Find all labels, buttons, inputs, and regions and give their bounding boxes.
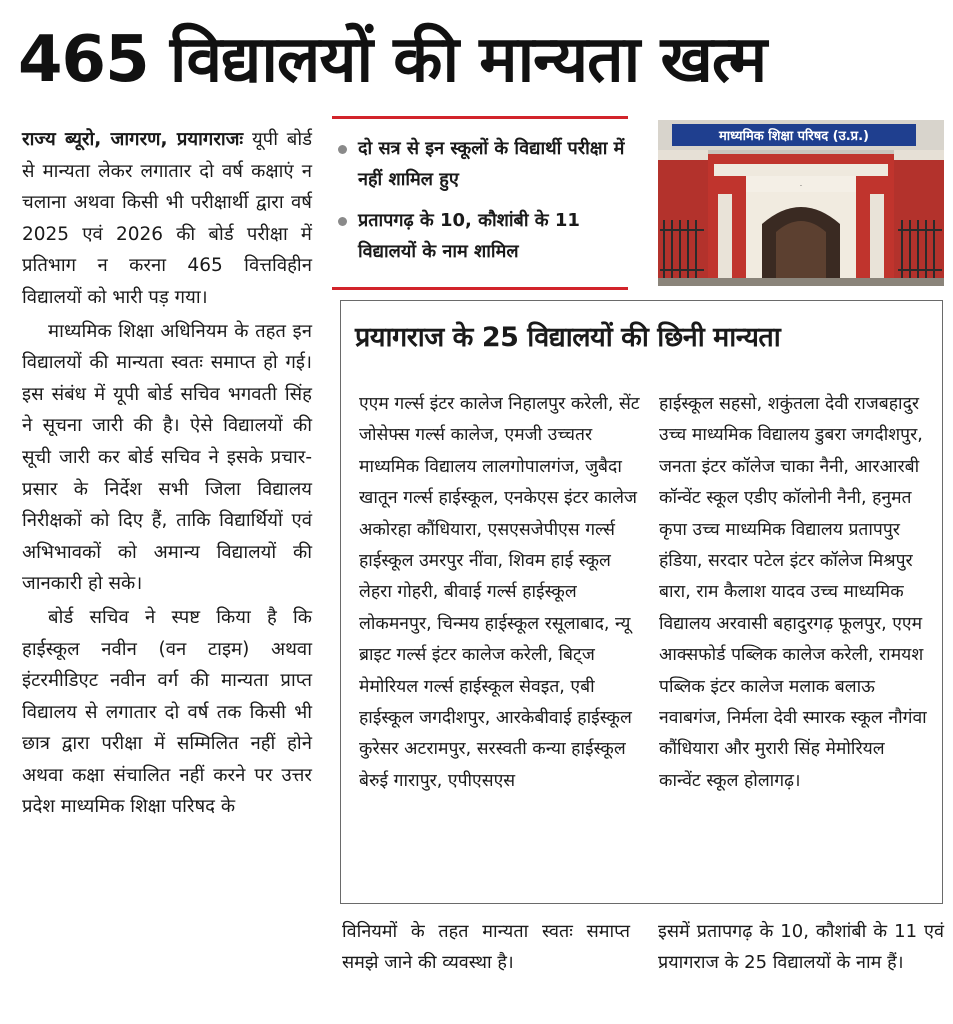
bottom-middle-text: विनियमों के तहत मान्यता स्वतः समाप्त समझे जाने की व्यवस्था है। <box>342 921 630 973</box>
bullet-dot-icon <box>338 217 347 226</box>
box-title: प्रयागराज के 25 विद्यालयों की छिनी मान्यता <box>355 322 781 353</box>
highlights-box <box>332 116 628 290</box>
highlight-item <box>332 133 628 195</box>
article-para-3: बोर्ड सचिव ने स्पष्ट किया है कि हाईस्कूल नवीन (वन टाइम) अथवा इंटरमीडिएट नवीन वर्ग की मान्यता प्राप्त विद्यालय से लगातार दो वर्ष तक किसी भी छात्र द्वारा परीक्षा में सम्मिलित नहीं होने अथवा कक्षा संचालित नहीं करने पर उत्तर प्रदेश माध्यमिक शिक्षा परिषद के <box>22 606 312 818</box>
box-column-2: हाईस्कूल सहसो, शकुंतला देवी राजबहादुर उच्च माध्यमिक विद्यालय डुबरा जगदीशपुर, जनता इंटर कॉलेज चाका नैनी, आरआरबी कॉन्वेंट स्कूल एडीए कॉलोनी नैनी, हनुमत कृपा उच्च माध्यमिक विद्यालय प्रतापपुर हंडिया, सरदार पटेल इंटर कॉलेज मिश्रपुर बारा, राम कैलाश यादव उच्च माध्यमिक विद्यालय अरवासी बहादुरगढ़ फूलपुर, एएम आक्सफोर्ड पब्लिक कालेज करेली, रामयश पब्लिक इंटर कालेज मलाक बलाऊ नवाबगंज, निर्मला देवी स्मारक स्कूल नौगंवा कौंधियारा और मुरारी सिंह मेमोरियल कान्वेंट स्कूल होलागढ़। <box>659 394 927 791</box>
sign-text: माध्यमिक शिक्षा परिषद (उ.प्र.) <box>719 129 869 144</box>
prayagraj-schools-box <box>340 300 943 904</box>
article-para-1 <box>22 124 312 314</box>
article-para-2: माध्यमिक शिक्षा अधिनियम के तहत इन विद्यालयों की मान्यता स्वतः समाप्त हो गई। इस संबंध में यूपी बोर्ड सचिव भगवती सिंह ने सूचना जारी की है। ऐसे विद्यालयों की सूची जारी कर बोर्ड सचिव ने इसके प्रचार-प्रसार के निर्देश सभी जिला विद्यालय निरीक्षकों को दिए हैं, ताकि विद्यार्थियों एवं अभिभावकों को अमान्य विद्यालयों की जानकारी हो सके। <box>22 320 312 595</box>
bullet-dot-icon <box>338 145 347 154</box>
svg-text:·: · <box>799 182 803 190</box>
building-photo-image <box>658 120 944 286</box>
bottom-right-text: इसमें प्रतापगढ़ के 10, कौशांबी के 11 एवं प्रयागराज के 25 विद्यालयों के नाम हैं। <box>658 921 944 973</box>
byline: राज्य ब्यूरो, जागरण, प्रयागराजः <box>22 129 244 150</box>
para1-text: यूपी बोर्ड से मान्यता लेकर लगातार दो वर्ष कक्षाएं न चलाना अथवा किसी भी परीक्षार्थी द्वारा वर्ष 2025 एवं 2026 की बोर्ड परीक्षा में प्रतिभाग न करना 465 वित्तविहीन विद्यालयों को भारी पड़ गया। <box>22 129 313 308</box>
building-photo <box>658 120 944 286</box>
highlight-item <box>332 205 628 267</box>
headline: 465 विद्यालयों की मान्यता खत्म <box>18 23 767 97</box>
highlight-text: प्रतापगढ़ के 10, कौशांबी के 11 विद्यालयों के नाम शामिल <box>358 210 580 262</box>
highlight-text: दो सत्र से इन स्कूलों के विद्यार्थी परीक्षा में नहीं शामिल हुए <box>358 138 625 190</box>
left-article-column <box>22 124 312 825</box>
box-column-1: एएम गर्ल्स इंटर कालेज निहालपुर करेली, सेंट जोसेफ्स गर्ल्स कालेज, एमजी उच्चतर माध्यमिक विद्यालय लालगोपालगंज, जुबैदा खातून गर्ल्स हाईस्कूल, एनकेएस इंटर कालेज अकोरहा कौंधियारा, एसएसजेपीएस गर्ल्स हाईस्कूल उमरपुर नींवा, शिवम हाई स्कूल लेहरा गोहरी, बीवाई गर्ल्स हाईस्कूल लोकमनपुर, चिन्मय हाईस्कूल रसूलाबाद, न्यू ब्राइट गर्ल्स इंटर कालेज करेली, बिट्ज मेमोरियल गर्ल्स हाईस्कूल सेवइत, एबी हाईस्कूल जगदीशपुर, आरकेबीवाई हाईस्कूल कुरेसर अटरामपुर, सरस्वती कन्या हाईस्कूल बेरुई गारापुर, एपीएसएस <box>359 394 640 791</box>
